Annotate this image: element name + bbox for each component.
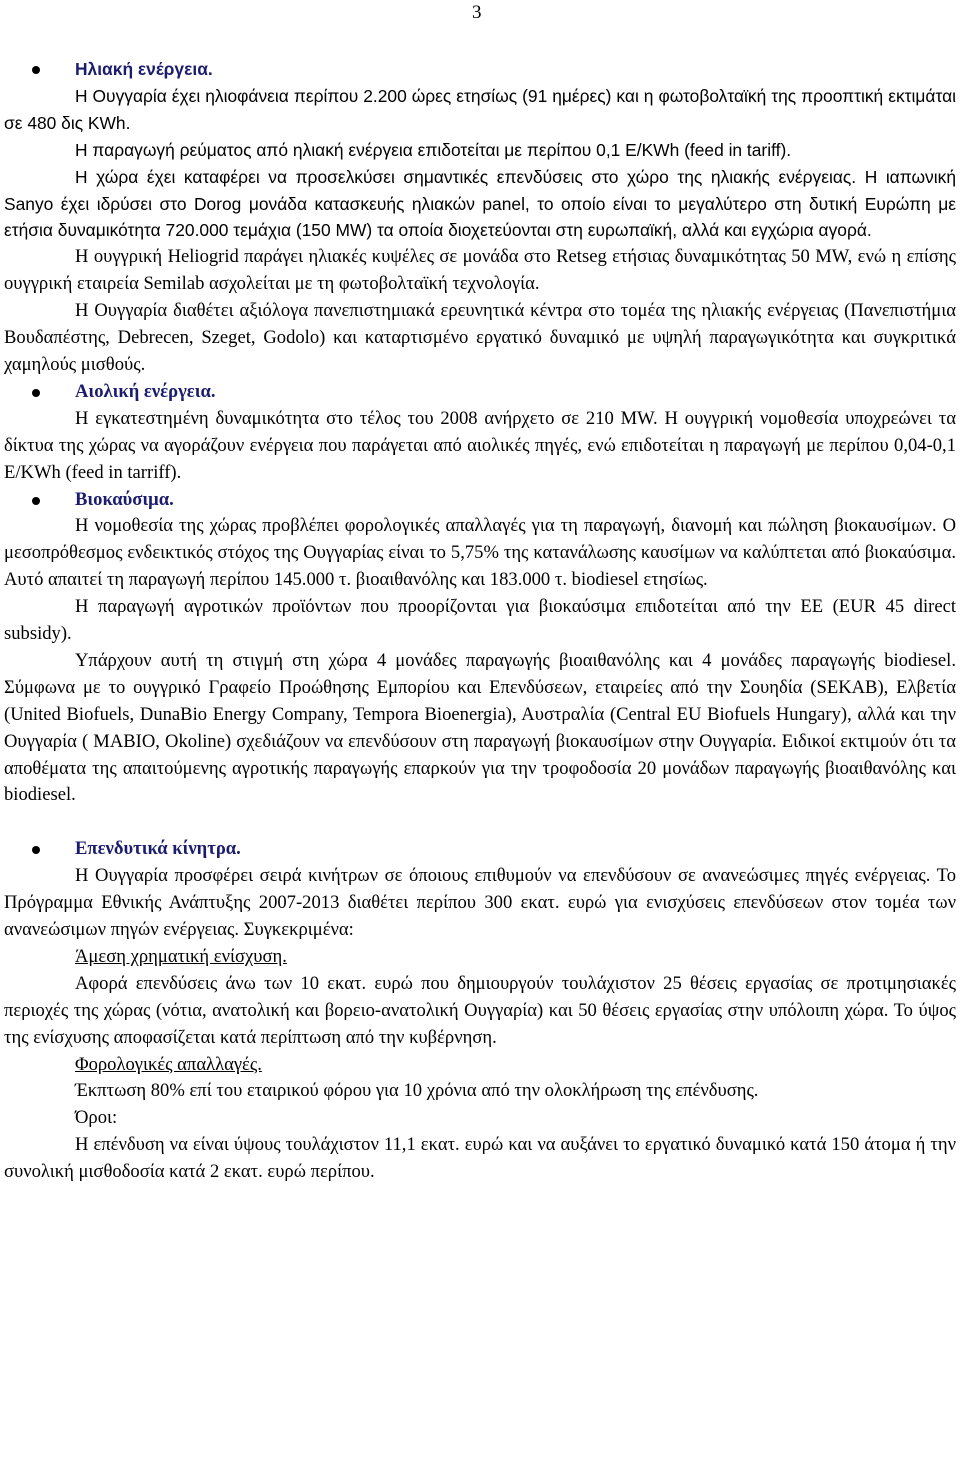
- tax-exemptions-text: Έκπτωση 80% επί του εταιρικού φόρου για 10 χρόνια από την ολοκλήρωση της επένδυσης.: [75, 1080, 759, 1102]
- bullet-icon: [32, 846, 40, 854]
- biofuels-paragraph-2: Η παραγωγή αγροτικών προϊόντων που προορίζονται για βιοκαύσιμα επιδοτείται από την ΕΕ (EUR 45 direct subsidy).: [4, 596, 956, 645]
- terms-title: Όροι:: [75, 1107, 118, 1129]
- biofuels-paragraph-1: Η νομοθεσία της χώρας προβλέπει φορολογικές απαλλαγές για τη παραγωγή, διανομή και πώληση βιοκαυσίμων. Ο μεσοπρόθεσμος ενδεικτικός στόχος της Ουγγαρίας είναι το 5,75% της κατανάλωσης καυσίμων να καλύπτεται από βιοκαύσιμα. Αυτό απαιτεί τη παραγωγή περίπου 145.000 τ. βιοαιθανόλης και 183.000 τ. biodiesel ετησίως.: [4, 515, 956, 591]
- solar-section: [4, 56, 956, 244]
- incentives-heading: [4, 836, 956, 863]
- solar-paragraph-2: Η παραγωγή ρεύματος από ηλιακή ενέργεια επιδοτείται με περίπου 0,1 E/KWh (feed in tariff).: [75, 139, 792, 160]
- solar-paragraph-5: Η Ουγγαρία διαθέτει αξιόλογα πανεπιστημιακά ερευνητικά κέντρα στο τομέα της ηλιακής ενέργειας (Πανεπιστήμια Βουδαπέστης, Debrecen, Szeget, Godolo) και καταρτισμένο εργατικό δυναμικό με υψηλή παραγωγικότητα και συγκριτικά χαμηλούς μισθούς.: [4, 300, 956, 375]
- tax-exemptions-title: [4, 1052, 956, 1079]
- document-body: [4, 56, 956, 1186]
- incentives-intro: Η Ουγγαρία προσφέρει σειρά κινήτρων σε όποιους επιθυμούν να επενδύσουν σε ανανεώσιμες πηγές ενέργειας. Το Πρόγραμμα Εθνικής Ανάπτυξης 2007-2013 διαθέτει περίπου 300 εκατ. ευρώ για ενισχύσεις επενδύσεων στον τομέα των ανανεώσιμων πηγών ενέργειας. Συγκεκριμένα:: [4, 865, 956, 940]
- solar-paragraph-4: Η ουγγρική Heliogrid παράγει ηλιακές κυψέλες σε μονάδα στο Retseg ετήσιας δυναμικότητας 50 MW, ενώ η επίσης ουγγρική εταιρεία Semilab ασχολείται με τη φωτοβολταϊκή τεχνολογία.: [4, 246, 956, 295]
- direct-aid-title-text: Άμεση χρηματική ενίσχυση.: [75, 945, 287, 967]
- bullet-icon: [32, 389, 40, 397]
- biofuels-paragraph-3: Υπάρχουν αυτή τη στιγμή στη χώρα 4 μονάδες παραγωγής βιοαιθανόλης και 4 μονάδες παραγωγής biodiesel. Σύμφωνα με το ουγγρικό Γραφείο Προώθησης Εμπορίου και Επενδύσεων, εταιρείες από την Σουηδία (SEKAB), Ελβετία (United Biofuels, DunaBio Energy Company, Tempora Bioenergia), Αυστραλία (Central EU Biofuels Hungary), αλλά και την Ουγγαρία ( MABIO, Okoline) σχεδιάζουν να επενδύσουν στη παραγωγή βιοκαυσίμων στην Ουγγαρία. Ειδικοί εκτιμούν ότι τα αποθέματα της απαιτούμενης αγροτικής παραγωγής επαρκούν για την τροφοδοσία 20 μονάδων παραγωγής βιοαιθανόλης και biodiesel.: [4, 649, 956, 806]
- solar-heading-text: Ηλιακή ενέργεια.: [75, 59, 213, 79]
- tax-exemptions-title-text: Φορολογικές απαλλαγές.: [75, 1053, 262, 1075]
- solar-paragraph-1: Η Ουγγαρία έχει ηλιοφάνεια περίπου 2.200 ώρες ετησίως (91 ημέρες) και η φωτοβολταϊκή της προοπτική εκτιμάται σε 480 δις KWh.: [4, 85, 956, 133]
- page-number: 3: [472, 2, 482, 23]
- solar-paragraph-3: Η χώρα έχει καταφέρει να προσελκύσει σημαντικές επενδύσεις στο χώρο της ηλιακής ενέργειας. Η ιαπωνική Sanyo έχει ιδρύσει στο Dorog μονάδα κατασκευής ηλιακών panel, το οποίο είναι το μεγαλύτερο στη δυτική Ευρώπη με ετήσια δυναμικότητα 720.000 τεμάχια (150 MW) τα οποία διοχετεύονται στη ευρωπαϊκή, αλλά και εγχώρια αγορά.: [4, 166, 956, 241]
- direct-aid-text: Αφορά επενδύσεις άνω των 10 εκατ. ευρώ που δημιουργούν τουλάχιστον 25 θέσεις εργασίας σε προτιμησιακές περιοχές της χώρας (νότια, ανατολική και βορειο-ανατολική Ουγγαρία) και 50 θέσεις εργασίας στην υπόλοιπη χώρα. Το ύψος της ενίσχυσης αποφασίζεται κατά περίπτωση από την κυβέρνηση.: [4, 972, 956, 1048]
- incentives-heading-text: Επενδυτικά κίνητρα.: [75, 838, 241, 860]
- solar-heading: [4, 56, 956, 83]
- terms-text: Η επένδυση να είναι ύψους τουλάχιστον 11,1 εκατ. ευρώ και να αυξάνει το εργατικό δυναμικό κατά 150 άτομα ή την συνολική μισθοδοσία κατά 2 εκατ. ευρώ περίπου.: [4, 1134, 956, 1183]
- bullet-icon: [32, 66, 40, 74]
- direct-aid-title: [4, 944, 956, 971]
- wind-heading-text: Αιολική ενέργεια.: [75, 380, 216, 402]
- biofuels-heading-text: Βιοκαύσιμα.: [75, 488, 174, 510]
- bullet-icon: [32, 497, 40, 505]
- section-spacer: [4, 809, 956, 836]
- wind-heading: [4, 379, 956, 406]
- biofuels-heading: [4, 487, 956, 514]
- wind-paragraph: Η εγκατεστημένη δυναμικότητα στο τέλος του 2008 ανήρχετο σε 210 MW. Η ουγγρική νομοθεσία υποχρεώνει τα δίκτυα της χώρας να αγοράζουν ενέργεια που παράγεται από αιολικές πηγές, ενώ επιδοτείται η παραγωγή με περίπου 0,04-0,1 E/KWh (feed in tarriff).: [4, 407, 956, 483]
